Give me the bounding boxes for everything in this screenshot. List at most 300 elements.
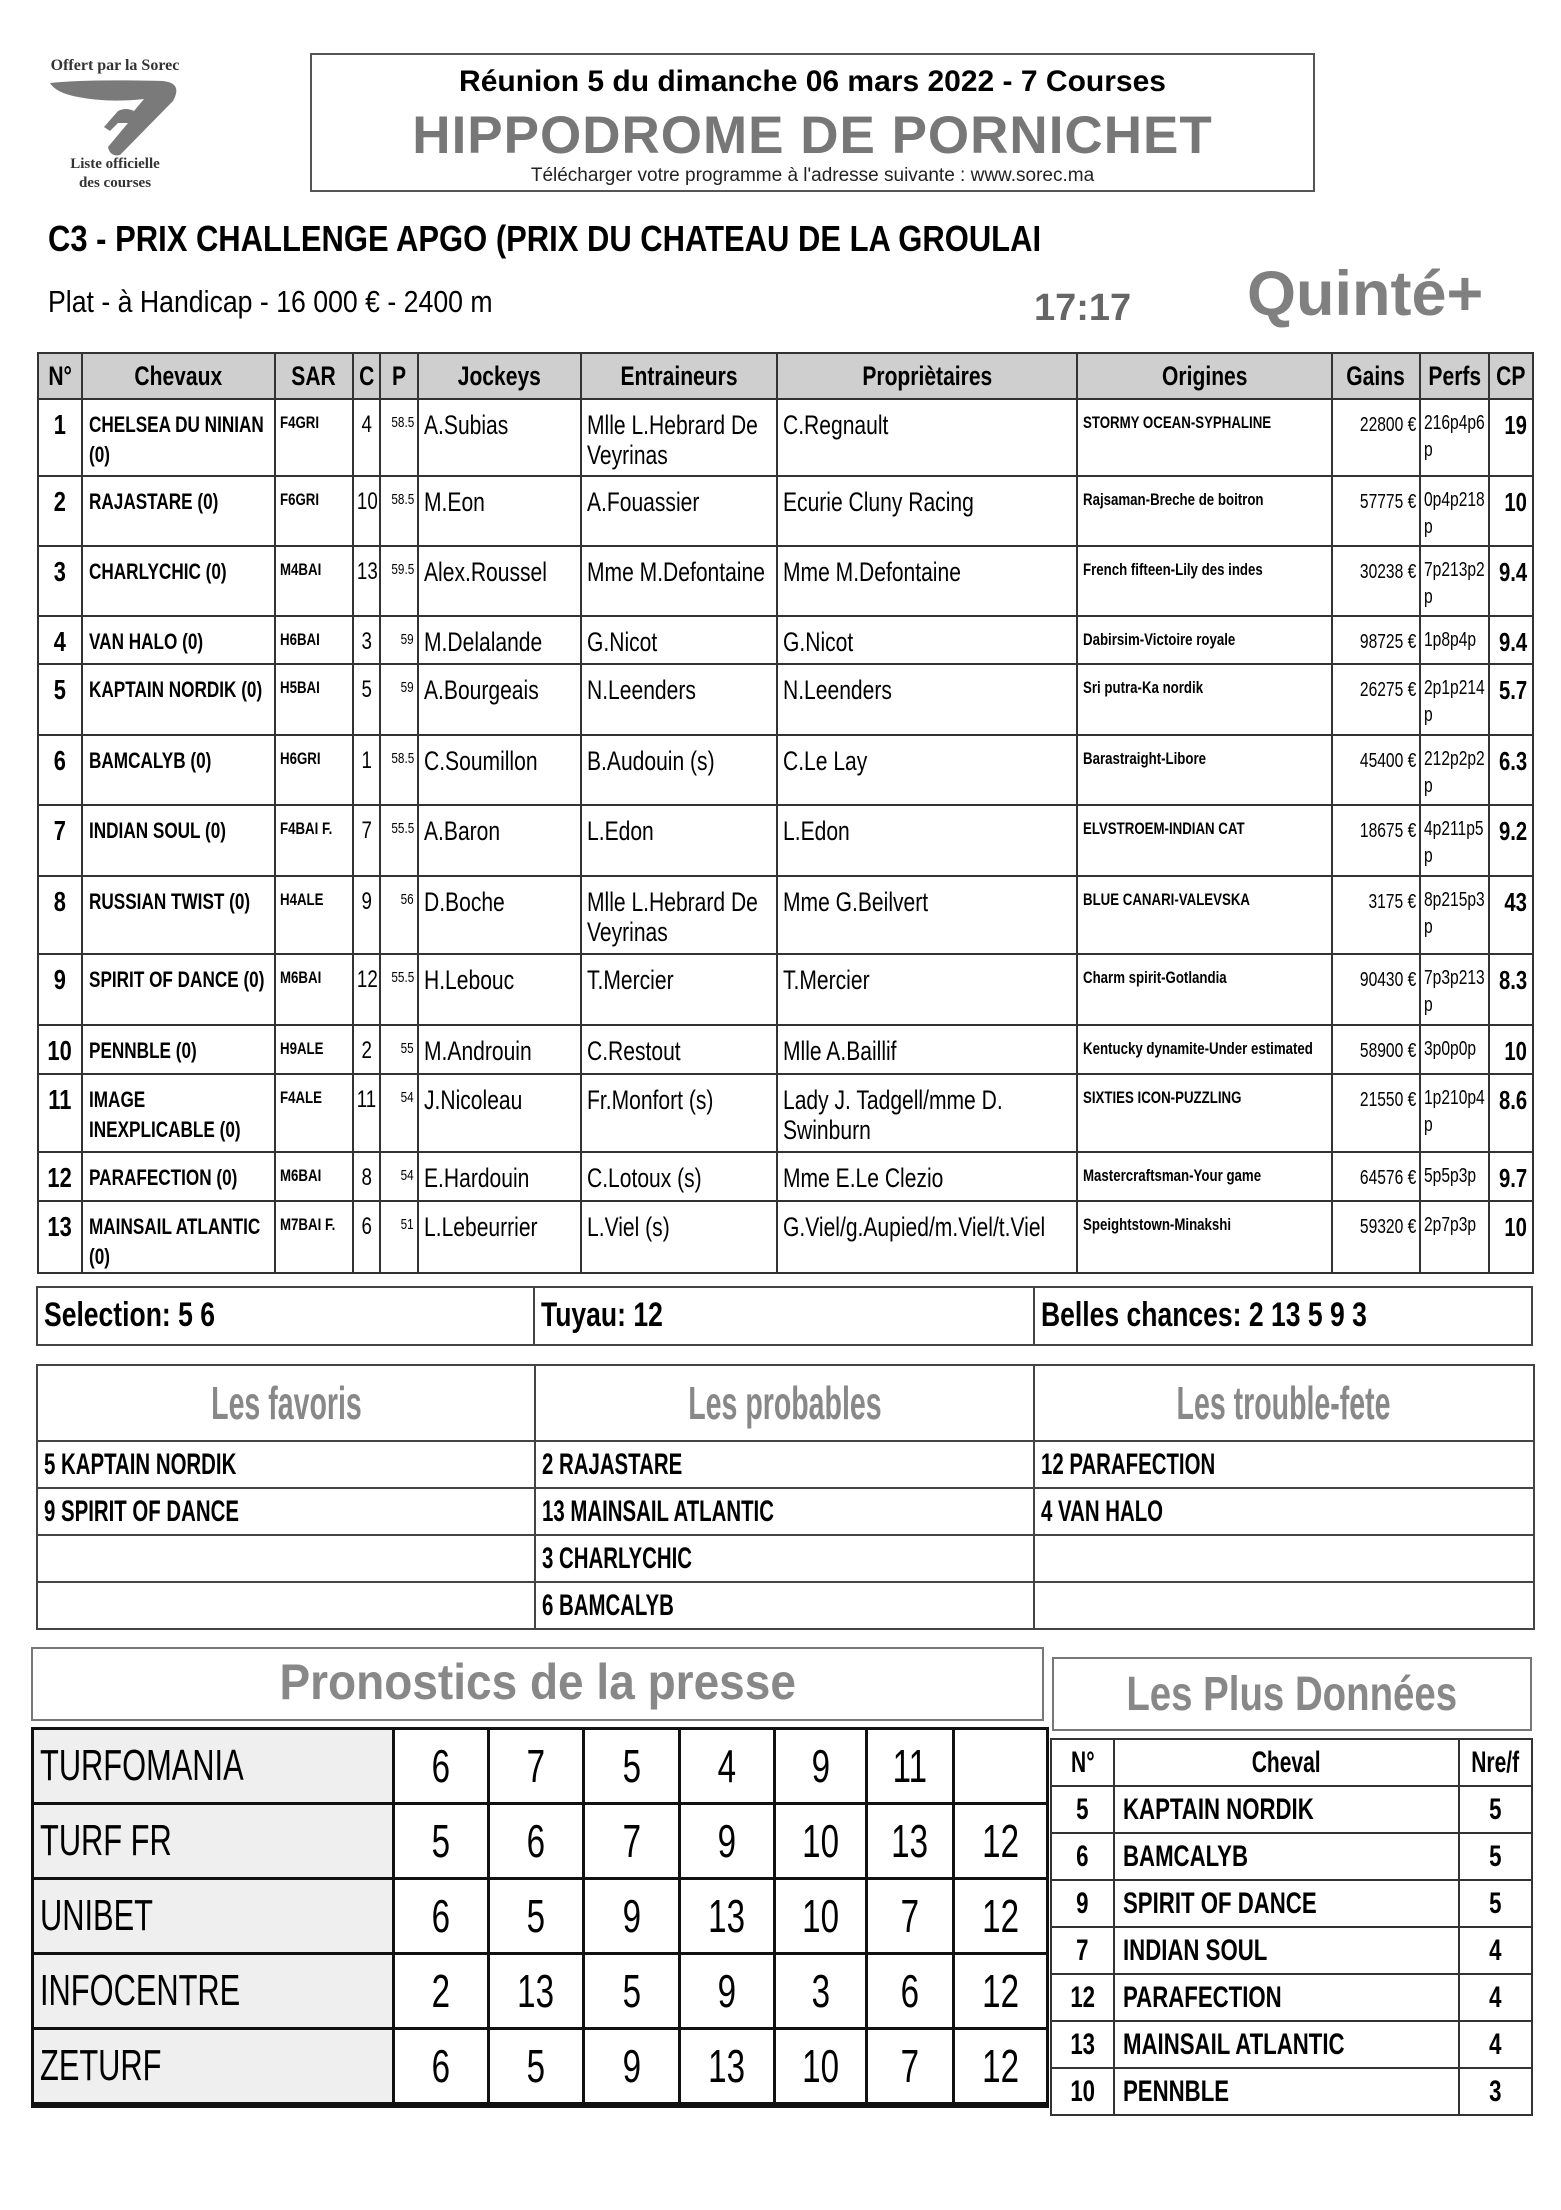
owner-name-cell: [777, 1025, 1077, 1074]
owner-name: N.Leenders: [783, 675, 892, 705]
category-cell: [1034, 1582, 1534, 1629]
jockey-name-cell: [418, 1074, 581, 1152]
horse-name-cell: [82, 1201, 275, 1273]
plus-donnees-nref-cell: [1459, 2021, 1532, 2068]
column-header: [380, 353, 418, 399]
origins: Rajsaman-Breche de boitron: [1083, 490, 1264, 509]
pick-cell: [680, 1729, 775, 1804]
horse-name-cell: [82, 399, 275, 476]
runner-number-cell: [38, 1025, 82, 1074]
odds-cp-cell: [1489, 1201, 1533, 1273]
draw-number: 2: [361, 1037, 372, 1064]
origins: Kentucky dynamite-Under estimated: [1083, 1039, 1313, 1058]
weight-value: 55.5: [391, 969, 414, 986]
origins-cell: [1077, 954, 1332, 1025]
plus-donnees-cheval: PARAFECTION: [1123, 1980, 1282, 2014]
weight-value: 59: [400, 631, 414, 648]
performances: 7p213p2p: [1424, 559, 1485, 608]
origins-cell: [1077, 546, 1332, 616]
performances-cell: [1420, 399, 1489, 476]
plus-donnees-column-header: [1459, 1739, 1532, 1786]
performances-cell: [1420, 476, 1489, 546]
sar-value-cell: [275, 1201, 353, 1273]
owner-name: G.Nicot: [783, 627, 854, 657]
plus-donnees-n-cell: [1051, 1927, 1114, 1974]
sar-value: H9ALE: [280, 1039, 324, 1058]
pick-number: 13: [708, 1890, 746, 1942]
jockey-name: M.Delalande: [424, 627, 543, 657]
runner-number-cell: [38, 616, 82, 664]
plus-donnees-title: Les Plus Données: [1052, 1657, 1532, 1731]
jockey-name-cell: [418, 735, 581, 805]
runner-number-cell: [38, 1152, 82, 1201]
runner-number-cell: [38, 476, 82, 546]
category-cell: [37, 1535, 535, 1582]
pick-cell: [394, 1804, 489, 1879]
category-row: [37, 1535, 1534, 1582]
column-header: [1077, 353, 1332, 399]
runner-row: [38, 1074, 1533, 1152]
pick-cell: [954, 1954, 1048, 2029]
pick-number: 13: [891, 1815, 929, 1867]
pick-number: 6: [526, 1815, 546, 1867]
belles-chances-cell: Belles chances: 2 13 5 9 3: [1041, 1296, 1367, 1334]
horse-name: PENNBLE (0): [89, 1038, 197, 1063]
plus-donnees-row: [1051, 1880, 1532, 1927]
earnings: 30238 €: [1359, 561, 1416, 583]
runners-table: [37, 352, 1534, 1274]
column-header-label: Origines: [1161, 360, 1248, 391]
pick-cell: [954, 1879, 1048, 1954]
pick-number: 11: [892, 1740, 928, 1792]
odds-cp: 9.4: [1498, 557, 1527, 587]
selection-cell: Selection: 5 6: [38, 1288, 535, 1344]
plus-donnees-table: [1050, 1738, 1533, 2116]
weight-value: 55: [400, 1040, 414, 1057]
plus-donnees-cheval: PENNBLE: [1123, 2074, 1230, 2108]
press-source: TURFOMANIA: [40, 1741, 244, 1790]
earnings-cell: [1332, 954, 1420, 1025]
odds-cp-cell: [1489, 399, 1533, 476]
jockey-name: A.Bourgeais: [424, 675, 539, 705]
press-source-cell: [33, 2029, 394, 2106]
trainer-name: A.Fouassier: [587, 487, 700, 517]
pick-number: 9: [717, 1965, 737, 2017]
performances-cell: [1420, 805, 1489, 876]
plus-donnees-row: [1051, 1833, 1532, 1880]
runner-row: [38, 1201, 1533, 1273]
pick-cell: [775, 1729, 867, 1804]
race-subtitle: Plat - à Handicap - 16 000 € - 2400 m: [48, 284, 493, 319]
odds-cp: 9.7: [1498, 1163, 1527, 1193]
odds-cp-cell: [1489, 1152, 1533, 1201]
plus-donnees-row: [1051, 2021, 1532, 2068]
pick-number: 7: [900, 1890, 920, 1942]
plus-donnees-header-label: Cheval: [1252, 1745, 1321, 1779]
pick-cell: [394, 1879, 489, 1954]
odds-cp-cell: [1489, 735, 1533, 805]
earnings: 98725 €: [1359, 631, 1416, 653]
sar-value: F4GRI: [280, 413, 320, 432]
jockey-name: M.Eon: [424, 487, 485, 517]
sar-value: H4ALE: [280, 890, 324, 909]
jockey-name-cell: [418, 876, 581, 954]
odds-cp-cell: [1489, 1074, 1533, 1152]
category-cell: [1034, 1535, 1534, 1582]
pick-number: 13: [517, 1965, 555, 2017]
column-header-label: CP: [1496, 360, 1526, 391]
owner-name-cell: [777, 616, 1077, 664]
jockey-name: A.Subias: [424, 410, 509, 440]
sar-value-cell: [275, 616, 353, 664]
sar-value-cell: [275, 876, 353, 954]
performances-cell: [1420, 616, 1489, 664]
earnings-cell: [1332, 805, 1420, 876]
weight-value-cell: [380, 616, 418, 664]
plus-donnees-nref-cell: [1459, 1974, 1532, 2021]
sar-value-cell: [275, 805, 353, 876]
horse-name: MAINSAIL ATLANTIC (0): [89, 1214, 261, 1269]
category-header-label: Les trouble-fete: [1177, 1377, 1391, 1429]
trainer-name-cell: [581, 1201, 777, 1273]
category-header: [535, 1365, 1034, 1441]
owner-name-cell: [777, 954, 1077, 1025]
sar-value-cell: [275, 1152, 353, 1201]
runner-number: 3: [53, 556, 67, 587]
runner-row: [38, 1025, 1533, 1074]
jockey-name-cell: [418, 954, 581, 1025]
weight-value-cell: [380, 1201, 418, 1273]
pick-number: 6: [431, 2040, 451, 2092]
draw-number: 1: [361, 747, 372, 774]
owner-name: Mme G.Beilvert: [783, 887, 929, 917]
earnings-cell: [1332, 399, 1420, 476]
trainer-name-cell: [581, 1152, 777, 1201]
owner-name-cell: [777, 805, 1077, 876]
odds-cp: 5.7: [1498, 675, 1527, 705]
column-header: [353, 353, 380, 399]
draw-number: 9: [361, 888, 372, 915]
plus-donnees-cheval-cell: [1114, 1833, 1459, 1880]
column-header-label: Chevaux: [134, 360, 223, 391]
trainer-name-cell: [581, 399, 777, 476]
weight-value: 56: [400, 891, 414, 908]
horse-name-cell: [82, 954, 275, 1025]
performances: 1p8p4p: [1424, 629, 1477, 651]
weight-value: 54: [400, 1167, 414, 1184]
pick-number: 12: [982, 2040, 1019, 2092]
download-line: Télécharger votre programme à l'adresse suivante : www.sorec.ma: [530, 165, 1095, 186]
performances-cell: [1420, 546, 1489, 616]
pick-number: 5: [526, 2040, 546, 2092]
owner-name-cell: [777, 735, 1077, 805]
runner-number-cell: [38, 735, 82, 805]
odds-cp: 6.3: [1498, 746, 1527, 776]
origins: Speightstown-Minakshi: [1083, 1215, 1232, 1234]
race-title: C3 - PRIX CHALLENGE APGO (PRIX DU CHATEAU DE LA GROULAI: [48, 218, 1042, 259]
jockey-name-cell: [418, 616, 581, 664]
pronostic-row: [33, 1804, 1048, 1879]
pick-number: 6: [431, 1740, 451, 1792]
meeting-header-box: [310, 53, 1315, 192]
performances: 8p215p3p: [1424, 889, 1485, 938]
odds-cp: 10: [1504, 1212, 1527, 1242]
hippodrome-name: HIPPODROME DE PORNICHET: [412, 106, 1213, 165]
plus-donnees-cheval-cell: [1114, 1927, 1459, 1974]
weight-value-cell: [380, 735, 418, 805]
sar-value: M7BAI F.: [280, 1215, 336, 1234]
weight-value: 51: [400, 1216, 414, 1233]
trainer-name: B.Audouin (s): [587, 746, 715, 776]
earnings-cell: [1332, 616, 1420, 664]
performances: 4p211p5p: [1424, 818, 1484, 867]
press-source-cell: [33, 1729, 394, 1804]
pick-number: 10: [802, 1890, 839, 1942]
runner-number-cell: [38, 805, 82, 876]
owner-name-cell: [777, 1201, 1077, 1273]
sar-value-cell: [275, 664, 353, 735]
plus-donnees-nref-cell: [1459, 1880, 1532, 1927]
earnings: 59320 €: [1359, 1216, 1416, 1238]
owner-name-cell: [777, 1074, 1077, 1152]
category-cell: [1034, 1441, 1534, 1488]
horse-name: VAN HALO (0): [89, 629, 204, 654]
pick-number: 12: [982, 1815, 1019, 1867]
column-header-label: SAR: [291, 360, 337, 391]
origins: BLUE CANARI-VALEVSKA: [1083, 890, 1250, 909]
draw-number-cell: [353, 399, 380, 476]
plus-donnees-column-header: [1114, 1739, 1459, 1786]
owner-name-cell: [777, 546, 1077, 616]
press-source: ZETURF: [40, 2041, 162, 2090]
sar-value: F6GRI: [280, 490, 320, 509]
tuyau-cell: Tuyau: 12: [535, 1288, 1035, 1344]
runner-row: [38, 876, 1533, 954]
category-row: [37, 1441, 1534, 1488]
runner-number: 10: [47, 1035, 73, 1066]
owner-name-cell: [777, 664, 1077, 735]
plus-donnees-n-cell: [1051, 2021, 1114, 2068]
weight-value: 54: [400, 1089, 414, 1106]
pick-cell: [489, 1804, 584, 1879]
plus-donnees-n: 13: [1070, 2027, 1095, 2061]
draw-number-cell: [353, 805, 380, 876]
jockey-name-cell: [418, 476, 581, 546]
runner-number: 13: [47, 1211, 73, 1242]
category-header: [1034, 1365, 1534, 1441]
pick-number: 12: [982, 1890, 1019, 1942]
pick-cell: [954, 1804, 1048, 1879]
pick-cell: [680, 2029, 775, 2106]
owner-name: G.Viel/g.Aupied/m.Viel/t.Viel: [783, 1212, 1046, 1242]
horse-name-cell: [82, 1025, 275, 1074]
earnings: 90430 €: [1359, 969, 1416, 991]
sar-value: F4ALE: [280, 1088, 322, 1107]
pick-number: 5: [526, 1890, 546, 1942]
draw-number: 3: [361, 628, 372, 655]
horse-name-cell: [82, 1152, 275, 1201]
plus-donnees-nref: 5: [1489, 1886, 1502, 1920]
origins-cell: [1077, 735, 1332, 805]
column-header-label: Gains: [1346, 360, 1406, 391]
origins-cell: [1077, 476, 1332, 546]
logo-bottom-text: [40, 155, 190, 193]
pick-cell: [584, 1954, 680, 2029]
trainer-name: Mlle L.Hebrard De Veyrinas: [587, 410, 758, 470]
categories-table: [36, 1364, 1535, 1630]
earnings: 58900 €: [1359, 1040, 1416, 1062]
owner-name-cell: [777, 476, 1077, 546]
odds-cp-cell: [1489, 954, 1533, 1025]
column-header-label: Entraineurs: [620, 360, 738, 391]
category-horse: 12 PARAFECTION: [1041, 1447, 1216, 1481]
column-header-label: P: [391, 360, 407, 391]
pick-cell: [489, 1879, 584, 1954]
pick-cell: [584, 1804, 680, 1879]
runner-row: [38, 954, 1533, 1025]
press-source: UNIBET: [40, 1891, 153, 1940]
category-cell: [1034, 1488, 1534, 1535]
plus-donnees-header-label: Nre/f: [1471, 1745, 1520, 1779]
runner-number: 2: [53, 486, 67, 517]
origins: Dabirsim-Victoire royale: [1083, 630, 1236, 649]
runner-number: 4: [53, 626, 67, 657]
earnings: 57775 €: [1359, 491, 1416, 513]
draw-number-cell: [353, 1025, 380, 1074]
category-cell: [37, 1582, 535, 1629]
runner-number: 9: [53, 964, 67, 995]
jockey-name: C.Soumillon: [424, 746, 538, 776]
owner-name: L.Edon: [783, 816, 850, 846]
draw-number-cell: [353, 476, 380, 546]
category-row: [37, 1488, 1534, 1535]
horse-name: BAMCALYB (0): [89, 748, 212, 773]
odds-cp-cell: [1489, 546, 1533, 616]
draw-number: 4: [361, 411, 372, 438]
runner-row: [38, 399, 1533, 476]
sar-value-cell: [275, 546, 353, 616]
pronostics-title: Pronostics de la presse: [31, 1647, 1044, 1721]
trainer-name: Mme M.Defontaine: [587, 557, 765, 587]
plus-donnees-row: [1051, 1786, 1532, 1833]
plus-donnees-nref: 5: [1489, 1839, 1502, 1873]
jockey-name: H.Lebouc: [424, 965, 515, 995]
jockey-name-cell: [418, 805, 581, 876]
trainer-name: Mlle L.Hebrard De Veyrinas: [587, 887, 758, 947]
plus-donnees-nref: 3: [1489, 2074, 1502, 2108]
trainer-name: C.Restout: [587, 1036, 681, 1066]
horse-name: CHARLYCHIC (0): [89, 559, 227, 584]
pick-cell: [489, 2029, 584, 2106]
category-header-label: Les favoris: [210, 1377, 362, 1429]
categories-header-row: [37, 1365, 1534, 1441]
horse-name: RAJASTARE (0): [89, 489, 219, 514]
owner-name: Ecurie Cluny Racing: [783, 487, 974, 517]
runner-number-cell: [38, 1074, 82, 1152]
jockey-name-cell: [418, 1201, 581, 1273]
draw-number: 10: [356, 488, 378, 515]
pick-cell: [584, 2029, 680, 2106]
column-header: [1489, 353, 1533, 399]
sar-value: M6BAI: [280, 968, 322, 987]
plus-donnees-cheval: BAMCALYB: [1123, 1839, 1248, 1873]
performances: 2p7p3p: [1424, 1214, 1477, 1236]
column-header: [275, 353, 353, 399]
trainer-name-cell: [581, 616, 777, 664]
pick-number: 6: [431, 1890, 451, 1942]
runner-row: [38, 735, 1533, 805]
performances: 2p1p214p: [1424, 677, 1485, 726]
plus-donnees-n: 12: [1070, 1980, 1095, 2014]
pick-cell: [954, 1729, 1048, 1804]
plus-donnees-row: [1051, 2068, 1532, 2115]
earnings-cell: [1332, 1201, 1420, 1273]
draw-number: 11: [356, 1086, 377, 1113]
jockey-name: A.Baron: [424, 816, 501, 846]
origins-cell: [1077, 664, 1332, 735]
pick-cell: [867, 2029, 954, 2106]
weight-value-cell: [380, 1025, 418, 1074]
jockey-name: Alex.Roussel: [424, 557, 547, 587]
jockey-name: E.Hardouin: [424, 1163, 530, 1193]
horse-name-cell: [82, 546, 275, 616]
draw-number-cell: [353, 546, 380, 616]
category-cell: [535, 1488, 1034, 1535]
weight-value-cell: [380, 476, 418, 546]
pronostic-row: [33, 2029, 1048, 2106]
column-header-label: Jockeys: [457, 360, 542, 391]
plus-donnees-nref: 4: [1489, 1933, 1502, 1967]
runner-row: [38, 476, 1533, 546]
jockey-name-cell: [418, 399, 581, 476]
plus-donnees-n-cell: [1051, 1833, 1114, 1880]
runners-header-row: [38, 353, 1533, 399]
performances: 3p0p0p: [1424, 1038, 1477, 1060]
press-source-cell: [33, 1879, 394, 1954]
draw-number-cell: [353, 735, 380, 805]
draw-number: 13: [356, 558, 378, 585]
pick-number: 5: [622, 1965, 641, 2017]
jockey-name: L.Lebeurrier: [424, 1212, 538, 1242]
runner-number: 5: [53, 674, 67, 705]
pick-cell: [954, 2029, 1048, 2106]
category-cell: [535, 1441, 1034, 1488]
origins-cell: [1077, 876, 1332, 954]
horse-name-cell: [82, 735, 275, 805]
sar-value: H6GRI: [280, 749, 321, 768]
pick-number: 5: [431, 1815, 451, 1867]
jockey-name-cell: [418, 546, 581, 616]
pick-cell: [680, 1954, 775, 2029]
odds-cp: 19: [1504, 410, 1527, 440]
owner-name: C.Regnault: [783, 410, 889, 440]
category-horse: 3 CHARLYCHIC: [542, 1541, 693, 1575]
runner-row: [38, 805, 1533, 876]
plus-donnees-nref-cell: [1459, 2068, 1532, 2115]
column-header: [1332, 353, 1420, 399]
pick-cell: [867, 1954, 954, 2029]
plus-donnees-cheval: INDIAN SOUL: [1123, 1933, 1268, 1967]
weight-value-cell: [380, 1074, 418, 1152]
pick-cell: [680, 1804, 775, 1879]
earnings-cell: [1332, 1152, 1420, 1201]
performances-cell: [1420, 1025, 1489, 1074]
odds-cp-cell: [1489, 616, 1533, 664]
horse-name-cell: [82, 616, 275, 664]
horse-name: IMAGE INEXPLICABLE (0): [89, 1087, 241, 1142]
weight-value-cell: [380, 399, 418, 476]
origins-cell: [1077, 1152, 1332, 1201]
